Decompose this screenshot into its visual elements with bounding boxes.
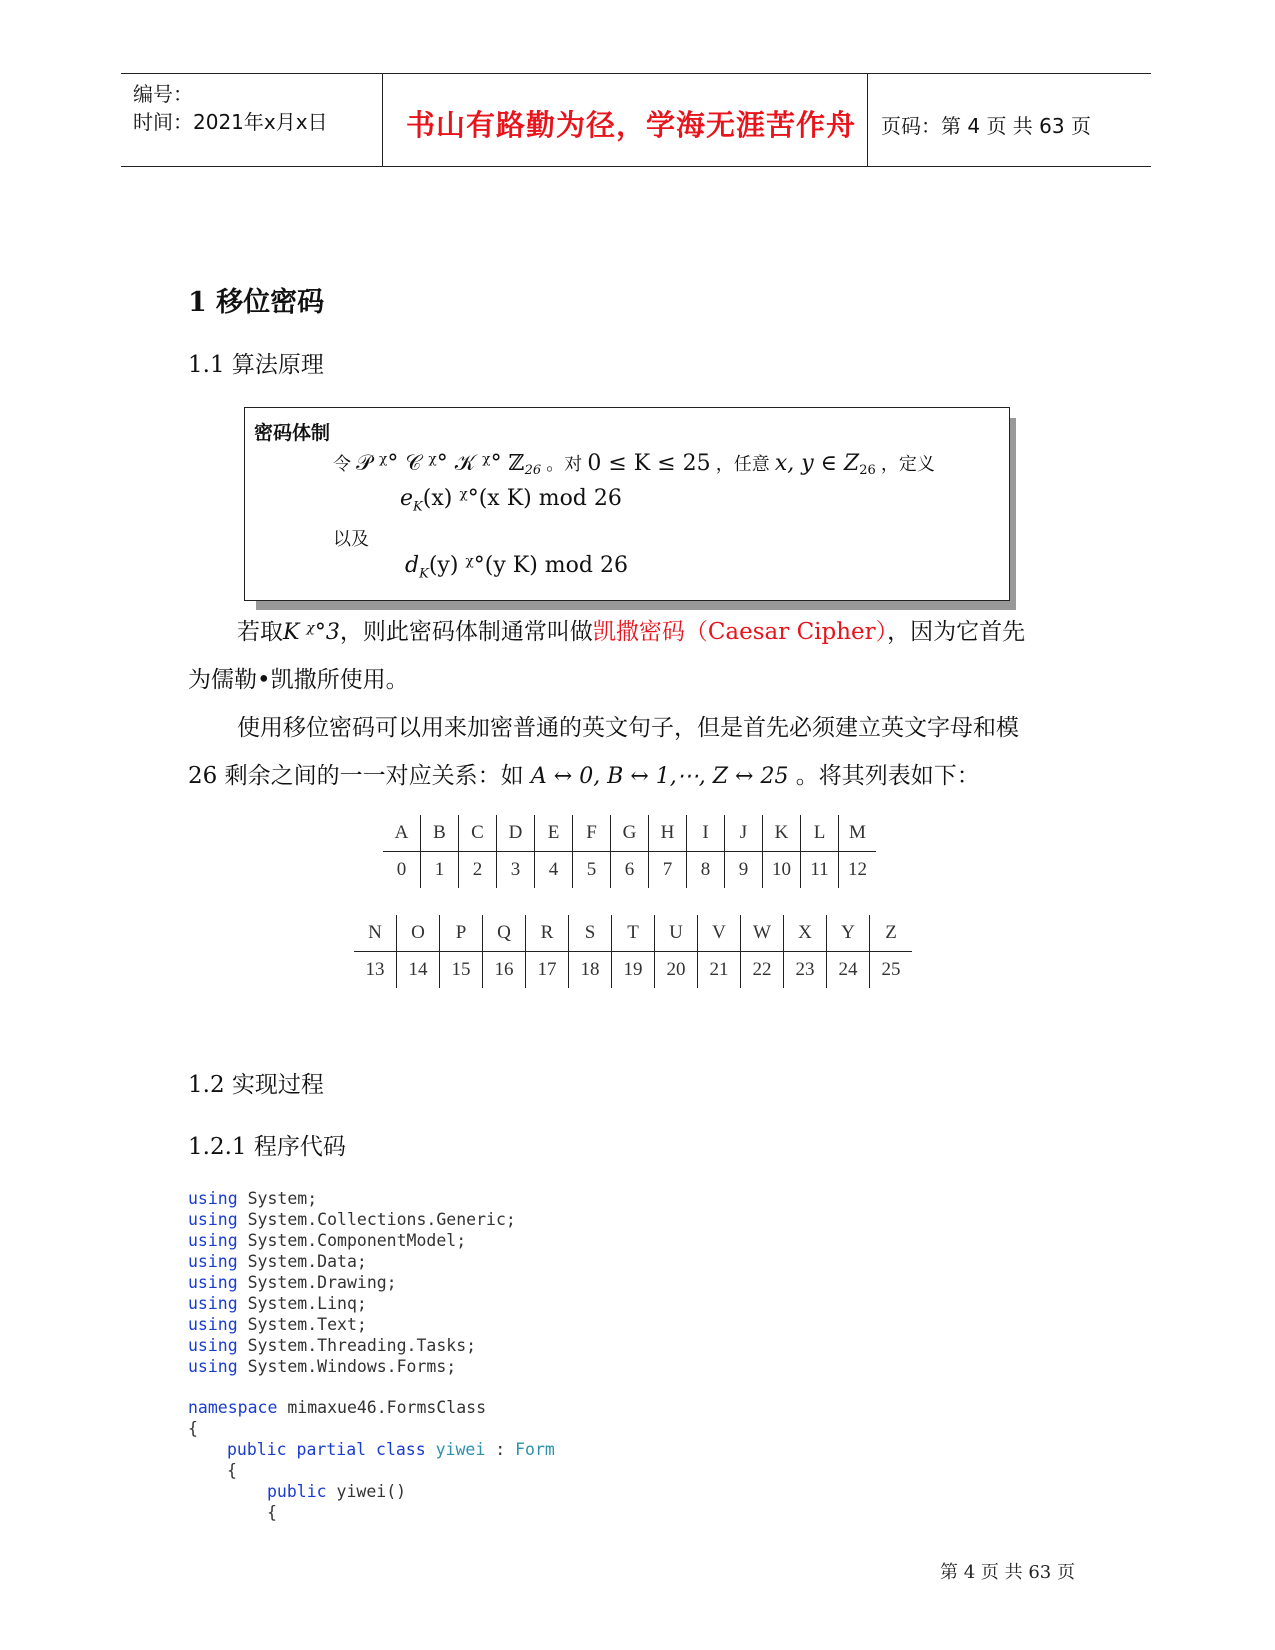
subsection-code: 1.2.1 程序代码 [188, 1134, 346, 1160]
header-motto: 书山有路勤为径，学海无涯苦作舟 [406, 108, 857, 142]
using-keyword: using [188, 1252, 238, 1271]
table2-number-16: 16 [483, 952, 526, 989]
using-keyword: using [188, 1336, 238, 1355]
dec-symbol: d [405, 553, 420, 578]
table2-letters-row [354, 915, 912, 952]
definition-xy-sub: 26 [859, 463, 876, 479]
table1-number-8: 8 [687, 852, 725, 889]
code-using-line [188, 1356, 516, 1377]
namespace-name: mimaxue46.FormsClass [277, 1398, 487, 1417]
table1-letter-j: J [725, 815, 763, 852]
using-namespace: System.Linq; [247, 1294, 367, 1313]
code-using-line [188, 1293, 516, 1314]
definition-box-title: 密码体制 [254, 422, 331, 444]
table2-number-15: 15 [440, 952, 483, 989]
table1-letter-b: B [421, 815, 459, 852]
table2-number-18: 18 [569, 952, 612, 989]
table1-number-5: 5 [573, 852, 611, 889]
code-ctor-line [267, 1481, 406, 1502]
para1-c: ，因为它首先 [887, 619, 1026, 645]
subsection-implementation: 1.2 实现过程 [188, 1072, 324, 1098]
class-colon: : [485, 1440, 516, 1459]
subsection-algorithm: 1.1 算法原理 [188, 352, 324, 378]
table2-numbers-row [354, 952, 912, 989]
using-namespace: System.ComponentModel; [247, 1231, 467, 1250]
using-keyword: using [188, 1273, 238, 1292]
using-keyword: using [188, 1189, 238, 1208]
using-namespace: System.Collections.Generic; [247, 1210, 516, 1229]
code-brace-1: { [188, 1419, 198, 1438]
table1-number-1: 1 [421, 852, 459, 889]
enc-symbol: e [400, 486, 414, 511]
definition-and: 以及 [333, 529, 369, 550]
using-keyword: using [188, 1210, 238, 1229]
code-using-line [188, 1251, 516, 1272]
para2-b: 。将其列表如下： [795, 763, 980, 789]
using-keyword: using [188, 1231, 238, 1250]
table2-letter-y: Y [827, 915, 870, 952]
definition-let: 令 [333, 454, 351, 475]
enc-sub: K [413, 499, 423, 515]
header-divider-1 [382, 74, 383, 166]
encryption-formula [400, 486, 622, 514]
table2-letter-n: N [354, 915, 397, 952]
letter-number-table-1 [383, 815, 876, 888]
table2-letter-p: P [440, 915, 483, 952]
table1-letter-l: L [801, 815, 839, 852]
table1-number-10: 10 [763, 852, 801, 889]
table1-letter-a: A [383, 815, 421, 852]
dec-sub: K [419, 566, 429, 582]
table1-number-7: 7 [649, 852, 687, 889]
table2-number-25: 25 [870, 952, 913, 989]
table1-number-2: 2 [459, 852, 497, 889]
paragraph-caesar-line2: 为儒勒•凯撒所使用。 [188, 667, 409, 693]
definition-key-range: 0 ≤ K ≤ 25 [587, 451, 711, 476]
using-keyword: using [188, 1357, 238, 1376]
table1-letter-m: M [839, 815, 877, 852]
table2-number-14: 14 [397, 952, 440, 989]
definition-sets: 𝒫 ᵡ° 𝒞 ᵡ° 𝒦 ᵡ° ℤ [356, 451, 525, 476]
table2-letter-s: S [569, 915, 612, 952]
table1-letter-d: D [497, 815, 535, 852]
paragraph-caesar [237, 618, 1025, 648]
code-using-block [188, 1188, 516, 1377]
footer-page-number: 第 4 页 共 63 页 [940, 1562, 1075, 1583]
para1-b: ，则此密码体制通常叫做 [339, 619, 593, 645]
definition-line-1 [333, 450, 935, 478]
using-namespace: System.Windows.Forms; [247, 1357, 457, 1376]
using-namespace: System.Drawing; [247, 1273, 397, 1292]
enc-rest: (x) ᵡ°(x K) mod 26 [422, 486, 622, 511]
table1-letter-h: H [649, 815, 687, 852]
namespace-keyword: namespace [188, 1398, 278, 1417]
letter-number-table-2 [354, 915, 912, 988]
definition-xy: x, y ∈ Z [774, 451, 860, 476]
decryption-formula [405, 553, 628, 581]
using-namespace: System; [247, 1189, 318, 1208]
class-name: yiwei [435, 1440, 486, 1459]
using-keyword: using [188, 1294, 238, 1313]
table1-number-11: 11 [801, 852, 839, 889]
definition-for: 。对 [546, 454, 583, 475]
ctor-keyword: public [267, 1482, 327, 1501]
code-class-line [227, 1439, 555, 1460]
table2-number-21: 21 [698, 952, 741, 989]
table1-letter-c: C [459, 815, 497, 852]
using-namespace: System.Threading.Tasks; [247, 1336, 477, 1355]
table1-number-6: 6 [611, 852, 649, 889]
table2-letter-r: R [526, 915, 569, 952]
definition-define: ，定义 [880, 454, 935, 475]
table1-letter-f: F [573, 815, 611, 852]
para1-k: K ᵡ°3 [283, 620, 340, 645]
table1-number-12: 12 [839, 852, 877, 889]
table2-number-20: 20 [655, 952, 698, 989]
table1-letter-g: G [611, 815, 649, 852]
code-brace-2: { [227, 1461, 237, 1480]
section-title: 1 移位密码 [188, 287, 325, 318]
definition-box [244, 407, 1010, 601]
code-using-line [188, 1314, 516, 1335]
table2-letter-x: X [784, 915, 827, 952]
para2-math: A ↔ 0, B ↔ 1,⋯, Z ↔ 25 [530, 764, 789, 789]
code-using-line [188, 1230, 516, 1251]
table1-letters-row [383, 815, 876, 852]
definition-any: ，任意 [715, 454, 770, 475]
table2-letter-q: Q [483, 915, 526, 952]
table1-number-0: 0 [396, 859, 407, 880]
table1-letter-i: I [687, 815, 725, 852]
definition-sets-sub: 26 [524, 463, 542, 479]
table2-number-23: 23 [784, 952, 827, 989]
table2-number-19: 19 [612, 952, 655, 989]
header-serial: 编号： [133, 82, 193, 106]
table2-letter-u: U [655, 915, 698, 952]
para2-a: 26 剩余之间的一一对应关系：如 [188, 763, 524, 789]
table2-letter-w: W [741, 915, 784, 952]
table1-number-4: 4 [535, 852, 573, 889]
table2-number-13: 13 [365, 959, 385, 980]
table1-number-3: 3 [497, 852, 535, 889]
caesar-cipher-term: 凯撒密码（Caesar Cipher） [592, 619, 888, 645]
dec-rest: (y) ᵡ°(y K) mod 26 [428, 553, 628, 578]
table2-number-17: 17 [526, 952, 569, 989]
para1-a: 若取 [237, 619, 283, 645]
header-page-number: 页码：第 4 页 共 63 页 [881, 114, 1091, 138]
using-keyword: using [188, 1315, 238, 1334]
ctor-name: yiwei() [326, 1482, 407, 1501]
table2-number-22: 22 [741, 952, 784, 989]
class-keywords: public partial class [227, 1440, 426, 1459]
header-top-rule [121, 73, 1151, 74]
base-class: Form [515, 1440, 555, 1459]
table2-letter-t: T [612, 915, 655, 952]
using-namespace: System.Text; [247, 1315, 367, 1334]
code-brace-3: { [267, 1503, 277, 1522]
table2-letter-o: O [397, 915, 440, 952]
table1-numbers-row [383, 852, 876, 889]
using-namespace: System.Data; [247, 1252, 367, 1271]
table1-letter-e: E [535, 815, 573, 852]
table1-number-9: 9 [725, 852, 763, 889]
code-namespace-line [188, 1397, 486, 1418]
header-divider-2 [867, 74, 868, 166]
code-using-line [188, 1188, 516, 1209]
table1-letter-k: K [763, 815, 801, 852]
code-using-line [188, 1335, 516, 1356]
table2-number-24: 24 [827, 952, 870, 989]
code-using-line [188, 1272, 516, 1293]
paragraph-mapping-line2 [188, 762, 980, 792]
paragraph-mapping-line1: 使用移位密码可以用来加密普通的英文句子，但是首先必须建立英文字母和模 [237, 715, 1019, 741]
header-bottom-rule [121, 166, 1151, 167]
table2-letter-v: V [698, 915, 741, 952]
table2-letter-z: Z [870, 915, 913, 952]
header-time: 时间：2021年x月x日 [133, 110, 328, 134]
code-using-line [188, 1209, 516, 1230]
